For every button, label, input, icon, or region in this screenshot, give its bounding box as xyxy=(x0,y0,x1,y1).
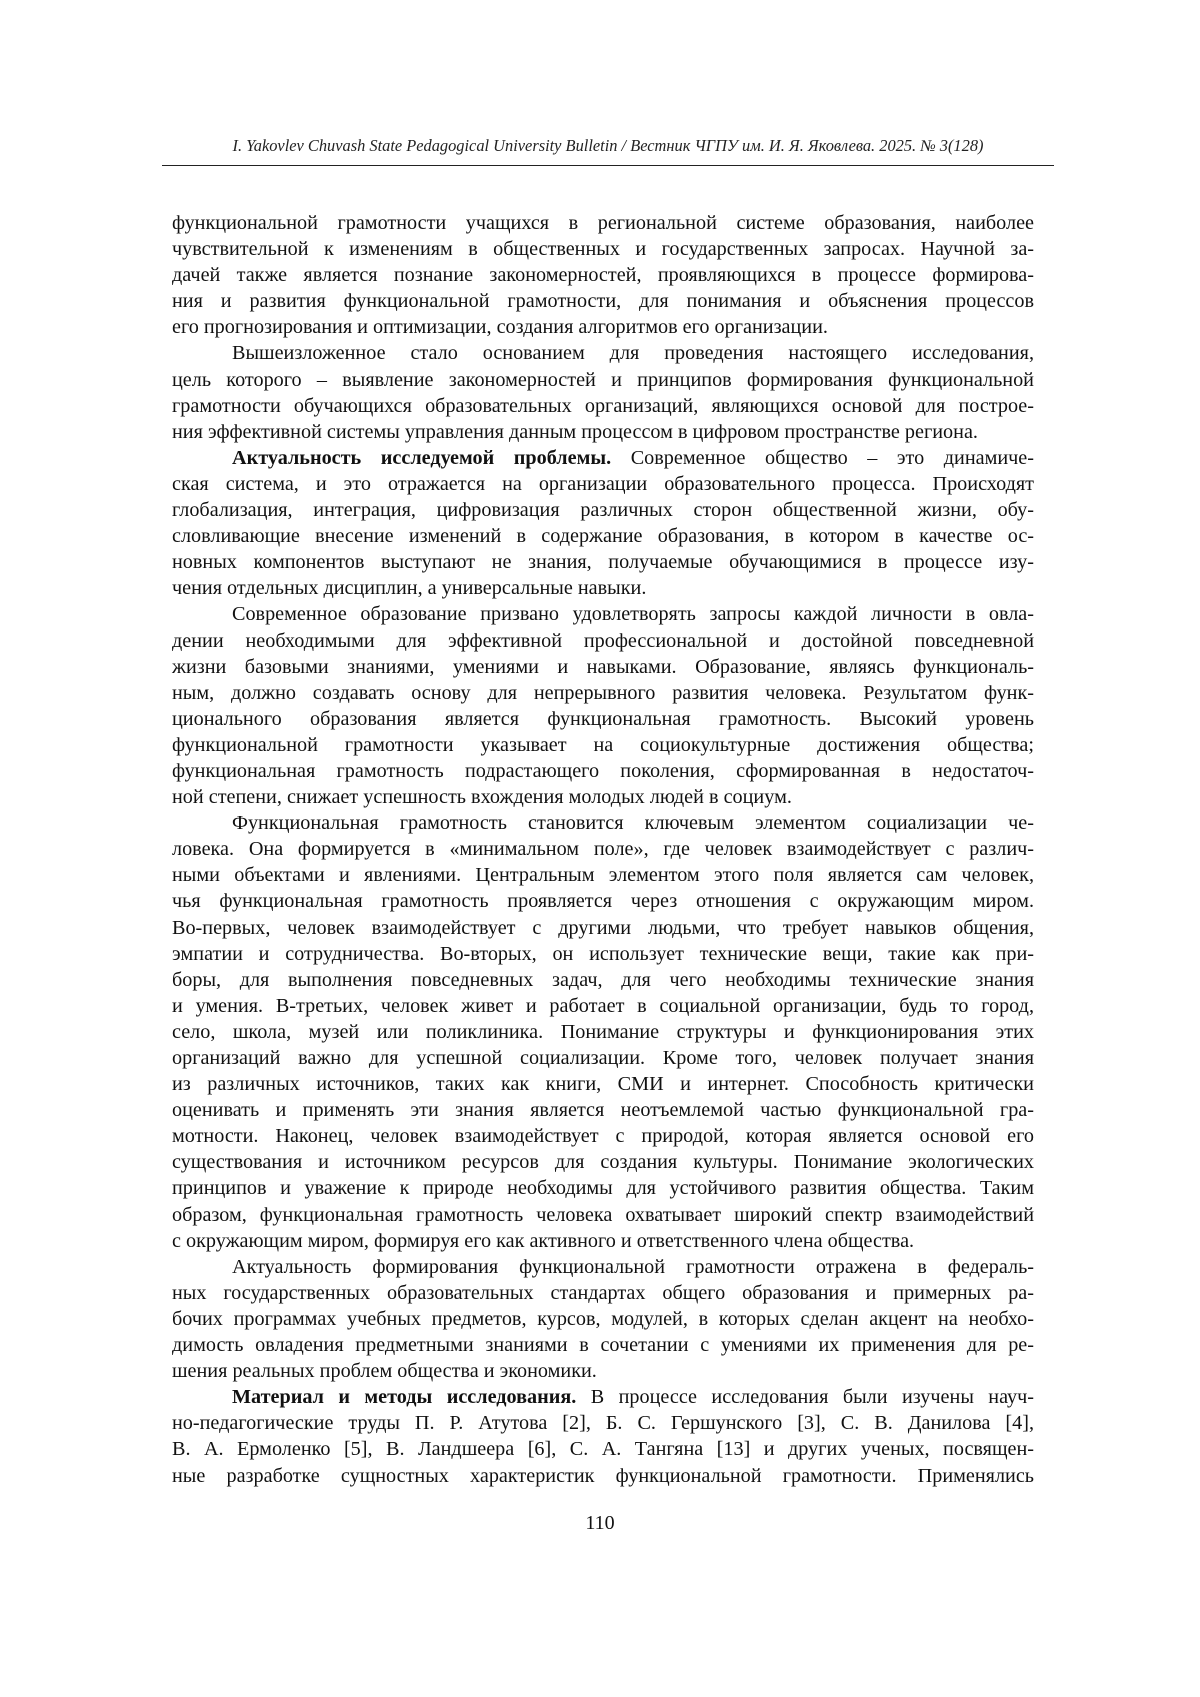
text-line: существования и источником ресурсов для создания культуры. Понимание экологических xyxy=(172,1151,1034,1174)
text-line: ной степени, снижает успешность вхождения молодых людей в социум. xyxy=(172,786,792,809)
text-line: чувствительной к изменениям в общественных и государственных запросах. Научной за- xyxy=(172,238,1034,261)
text-line: и умения. В-третьих, человек живет и работает в социальной организации, будь то город, xyxy=(172,994,1034,1017)
text-line: шения реальных проблем общества и экономики. xyxy=(172,1360,597,1383)
text-line: глобализация, интеграция, цифровизация различных сторон общественной жизни, обу- xyxy=(172,499,1034,522)
text-line: боры, для выполнения повседневных задач, для чего необходимы технические знания xyxy=(172,968,1034,991)
text-line: Современное образование призвано удовлетворять запросы каждой личности в овла- xyxy=(232,603,1034,626)
text-line: мотности. Наконец, человек взаимодействует с природой, которая является основой его xyxy=(172,1125,1034,1148)
text-line: цель которого – выявление закономерностей и принципов формирования функциональной xyxy=(172,368,1034,391)
text-line: Актуальность формирования функциональной грамотности отражена в федераль- xyxy=(232,1255,1034,1278)
text-line: дении необходимыми для эффективной профессиональной и достойной повседневной xyxy=(172,629,1034,652)
text-line: с окружающим миром, формируя его как активного и ответственного члена общества. xyxy=(172,1229,915,1252)
text-line: из различных источников, таких как книги, СМИ и интернет. Способность критически xyxy=(172,1073,1034,1096)
text-line: ская система, и это отражается на организации образовательного процесса. Происходят xyxy=(172,472,1034,495)
text-line: новных компонентов выступают не знания, получаемые обучающимися в процессе изу- xyxy=(172,551,1034,574)
section-lead-methods: Материал и методы исследования. xyxy=(232,1386,577,1409)
text-line: Функциональная грамотность становится ключевым элементом социализации че- xyxy=(232,812,1034,835)
section-lead-relevance: Актуальность исследуемой проблемы. xyxy=(232,446,612,469)
text-line: но-педагогические труды П. Р. Атутова [2], Б. С. Гершунского [3], С. В. Данилова [4], xyxy=(172,1412,1034,1435)
paragraph xyxy=(172,810,1034,1254)
text-line xyxy=(172,445,1034,471)
text-line: его прогнозирования и оптимизации, создания алгоритмов его организации. xyxy=(172,316,828,339)
text-line: ными объектами и явлениями. Центральным элементом этого поля является сам человек, xyxy=(172,864,1034,887)
text-line: димость овладения предметными знаниями в сочетании с умениями их применения для ре- xyxy=(172,1334,1034,1357)
paragraph xyxy=(172,1254,1034,1384)
text-line: эмпатии и сотрудничества. Во-вторых, он использует технические вещи, такие как при- xyxy=(172,942,1034,965)
text-line: жизни базовыми знаниями, умениями и навыками. Образование, являясь функциональ- xyxy=(172,655,1034,678)
text-line: чья функциональная грамотность проявляется через отношения с окружающим миром. xyxy=(172,890,1034,913)
text-line: село, школа, музей или поликлиника. Понимание структуры и функционирования этих xyxy=(172,1020,1034,1043)
text-line: ные разработке сущностных характеристик функциональной грамотности. Применялись xyxy=(172,1464,1034,1487)
text-line: образом, функциональная грамотность человека охватывает широкий спектр взаимодействий xyxy=(172,1203,1034,1226)
text-line: Во-первых, человек взаимодействует с другими людьми, что требует навыков общения, xyxy=(172,916,1034,939)
paragraph xyxy=(172,210,1034,340)
header-rule xyxy=(162,165,1054,166)
paragraph xyxy=(172,601,1034,810)
text-line: бочих программах учебных предметов, курсов, модулей, в которых сделан акцент на необхо- xyxy=(172,1307,1034,1330)
text-line: словливающие внесение изменений в содержание образования, в котором в качестве ос- xyxy=(172,525,1034,548)
running-head: I. Yakovlev Chuvash State Pedagogical University Bulletin / Вестник ЧГПУ им. И. Я. Яковлева. 2025. № 3(128) xyxy=(232,136,984,155)
text-line: ловека. Она формируется в «минимальном поле», где человек взаимодействует с различ- xyxy=(172,838,1034,861)
text-line xyxy=(172,1384,1034,1410)
text-line: принципов и уважение к природе необходимы для устойчивого развития общества. Таким xyxy=(172,1177,1034,1200)
article-body xyxy=(172,210,1034,1489)
text-line: В. А. Ермоленко [5], В. Ландшеера [6], С. А. Тангяна [13] и других ученых, посвящен- xyxy=(172,1438,1034,1461)
text-line: ных государственных образовательных стандартах общего образования и примерных ра- xyxy=(172,1281,1034,1304)
text-line: грамотности обучающихся образовательных организаций, являющихся основой для построе- xyxy=(172,394,1034,417)
text-line: функциональной грамотности указывает на социокультурные достижения общества; xyxy=(172,733,1034,756)
text-line: ния и развития функциональной грамотности, для понимания и объяснения процессов xyxy=(172,290,1034,313)
paragraph xyxy=(172,340,1034,444)
text-run: В процессе исследования были изучены науч- xyxy=(576,1386,1035,1409)
text-line: Вышеизложенное стало основанием для проведения настоящего исследования, xyxy=(232,342,1034,365)
paragraph xyxy=(172,445,1034,602)
text-run: Современное общество – это динамиче- xyxy=(611,446,1034,469)
text-line: оценивать и применять эти знания является неотъемлемой частью функциональной гра- xyxy=(172,1099,1034,1122)
text-line: функциональной грамотности учащихся в региональной системе образования, наиболее xyxy=(172,212,1034,234)
text-line: чения отдельных дисциплин, а универсальные навыки. xyxy=(172,577,647,600)
text-line: ным, должно создавать основу для непрерывного развития человека. Результатом функ- xyxy=(172,681,1034,704)
paragraph xyxy=(172,1384,1034,1488)
text-line: дачей также является познание закономерностей, проявляющихся в процессе формирова- xyxy=(172,264,1034,287)
page-number: 110 xyxy=(585,1512,615,1534)
text-line: ния эффективной системы управления данным процессом в цифровом пространстве региона. xyxy=(172,420,978,443)
text-line: организаций важно для успешной социализации. Кроме того, человек получает знания xyxy=(172,1047,1034,1069)
text-line: ционального образования является функциональная грамотность. Высокий уровень xyxy=(172,707,1034,730)
text-line: функциональная грамотность подрастающего поколения, сформированная в недостаточ- xyxy=(172,759,1034,782)
